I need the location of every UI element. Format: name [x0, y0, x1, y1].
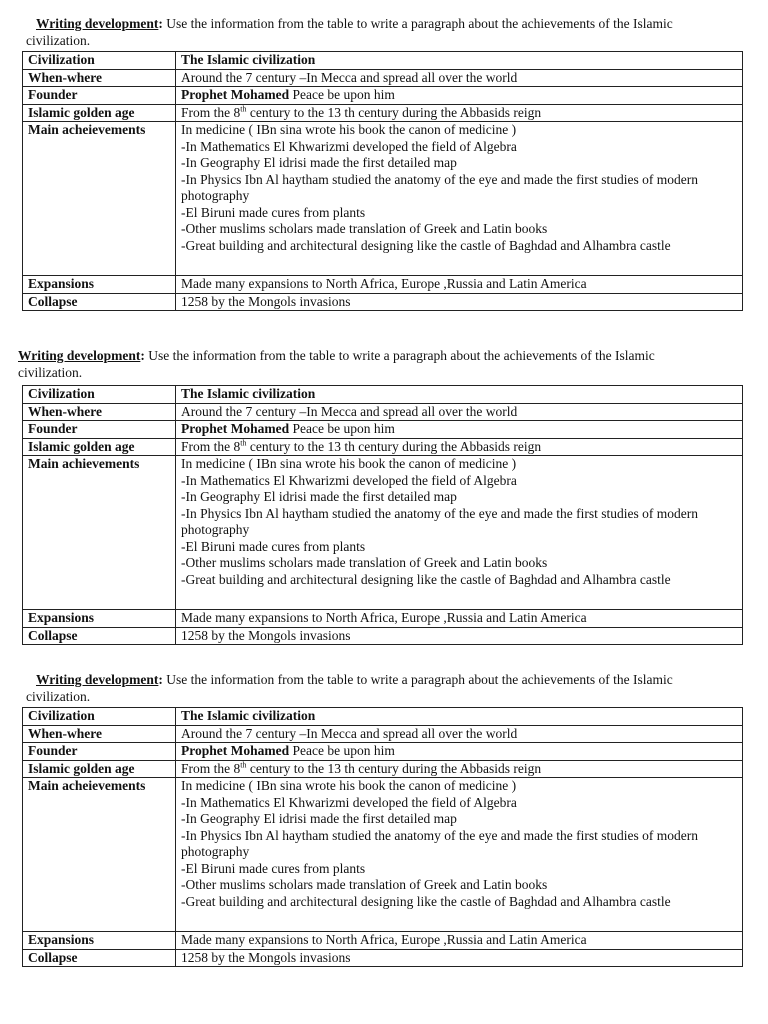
table-row — [23, 69, 743, 87]
table-row — [23, 708, 743, 726]
civilization-table — [22, 707, 743, 967]
label-main-achievements: Main acheievements — [23, 122, 176, 276]
founder-rest: Peace be upon him — [289, 87, 395, 102]
worksheet-section-1 — [0, 16, 768, 311]
achievement-item: -In Geography El idrisi made the first detailed map — [181, 811, 457, 826]
label-founder: Founder — [23, 743, 176, 761]
table-row — [23, 438, 743, 456]
value-civilization: The Islamic civilization — [176, 52, 743, 70]
table-row — [23, 104, 743, 122]
prompt-heading: Writing development — [36, 672, 159, 687]
value-achievements — [176, 778, 743, 932]
achievement-item: -Great building and architectural designing like the castle of Baghdad and Alhambra castle — [181, 571, 671, 587]
label-main-achievements: Main acheievements — [23, 778, 176, 932]
value-when-where: Around the 7 century –In Mecca and spread all over the world — [176, 725, 743, 743]
prompt-heading: Writing development — [18, 348, 141, 363]
label-golden-age: Islamic golden age — [23, 104, 176, 122]
achievement-item: -In Physics Ibn Al haytham studied the anatomy of the eye and made the first studies of modern photography — [181, 171, 699, 203]
achievement-item: -Other muslims scholars made translation of Greek and Latin books — [181, 877, 548, 892]
prompt-text: Use the information from the table to write a paragraph about the achievements of the Islamic civilization. — [18, 348, 655, 380]
label-golden-age: Islamic golden age — [23, 438, 176, 456]
value-founder — [176, 421, 743, 439]
achievement-item: -In Geography El idrisi made the first detailed map — [181, 155, 457, 170]
achievement-item: -El Biruni made cures from plants — [181, 538, 366, 554]
value-achievements — [176, 456, 743, 610]
prompt-heading: Writing development — [36, 16, 159, 31]
label-when-where: When-where — [23, 69, 176, 87]
table-row — [23, 949, 743, 967]
table-row — [23, 403, 743, 421]
value-civilization: The Islamic civilization — [176, 708, 743, 726]
table-row — [23, 52, 743, 70]
achievement-item: -In Physics Ibn Al haytham studied the anatomy of the eye and made the first studies of modern photography — [181, 827, 699, 859]
founder-name: Prophet Mohamed — [181, 421, 290, 436]
label-collapse: Collapse — [23, 949, 176, 967]
label-golden-age: Islamic golden age — [23, 760, 176, 778]
label-expansions: Expansions — [23, 610, 176, 628]
label-founder: Founder — [23, 87, 176, 105]
table-row — [23, 778, 743, 932]
table-row — [23, 386, 743, 404]
achievement-item: -In Mathematics El Khwarizmi developed the field of Algebra — [181, 794, 517, 810]
worksheet-section-3 — [0, 672, 768, 967]
achievement-item: -In Mathematics El Khwarizmi developed the field of Algebra — [181, 472, 517, 488]
table-row — [23, 743, 743, 761]
table-row — [23, 725, 743, 743]
writing-prompt: Writing development: Use the information from the table to write a paragraph about the achievements of the Islamic civilization. — [18, 348, 655, 380]
achievement-item: -In Mathematics El Khwarizmi developed the field of Algebra — [181, 138, 517, 154]
founder-name: Prophet Mohamed — [181, 87, 290, 102]
achievement-item: In medicine ( IBn sina wrote his book the canon of medicine ) — [181, 778, 517, 793]
writing-prompt: Writing development: Use the information from the table to write a paragraph about the achievements of the Islamic civilization. — [26, 672, 673, 704]
table-row — [23, 456, 743, 610]
table-row — [23, 293, 743, 311]
label-founder: Founder — [23, 421, 176, 439]
label-expansions: Expansions — [23, 932, 176, 950]
value-expansions: Made many expansions to North Africa, Europe ,Russia and Latin America — [176, 932, 743, 950]
prompt-text: Use the information from the table to write a paragraph about the achievements of the Islamic civilization. — [26, 672, 673, 704]
value-expansions: Made many expansions to North Africa, Europe ,Russia and Latin America — [176, 610, 743, 628]
civilization-table — [22, 385, 743, 645]
label-collapse: Collapse — [23, 627, 176, 645]
value-golden-age: From the 8th century to the 13 th century during the Abbasids reign — [176, 760, 743, 778]
label-collapse: Collapse — [23, 293, 176, 311]
achievement-item: -Great building and architectural designing like the castle of Baghdad and Alhambra castle — [181, 237, 671, 253]
label-civilization: Civilization — [23, 386, 176, 404]
label-civilization: Civilization — [23, 52, 176, 70]
label-civilization: Civilization — [23, 708, 176, 726]
value-collapse: 1258 by the Mongols invasions — [176, 949, 743, 967]
achievement-item: -In Geography El idrisi made the first detailed map — [181, 489, 457, 504]
value-when-where: Around the 7 century –In Mecca and spread all over the world — [176, 69, 743, 87]
value-achievements — [176, 122, 743, 276]
table-row — [23, 610, 743, 628]
table-row — [23, 421, 743, 439]
value-golden-age: From the 8th century to the 13 th century during the Abbasids reign — [176, 104, 743, 122]
writing-prompt: Writing development: Use the information from the table to write a paragraph about the achievements of the Islamic civilization. — [26, 16, 673, 48]
value-collapse: 1258 by the Mongols invasions — [176, 627, 743, 645]
achievement-item: -In Physics Ibn Al haytham studied the anatomy of the eye and made the first studies of modern photography — [181, 505, 699, 537]
value-when-where: Around the 7 century –In Mecca and spread all over the world — [176, 403, 743, 421]
founder-rest: Peace be upon him — [289, 421, 395, 436]
value-golden-age: From the 8th century to the 13 th century during the Abbasids reign — [176, 438, 743, 456]
table-row — [23, 276, 743, 294]
label-main-achievements: Main achievements — [23, 456, 176, 610]
achievement-item: -Other muslims scholars made translation of Greek and Latin books — [181, 555, 548, 570]
value-founder — [176, 87, 743, 105]
value-expansions: Made many expansions to North Africa, Europe ,Russia and Latin America — [176, 276, 743, 294]
achievement-item: In medicine ( IBn sina wrote his book the canon of medicine ) — [181, 122, 517, 137]
founder-rest: Peace be upon him — [289, 743, 395, 758]
table-row — [23, 627, 743, 645]
value-civilization: The Islamic civilization — [176, 386, 743, 404]
founder-name: Prophet Mohamed — [181, 743, 290, 758]
achievement-item: -El Biruni made cures from plants — [181, 860, 366, 876]
value-collapse: 1258 by the Mongols invasions — [176, 293, 743, 311]
label-when-where: When-where — [23, 403, 176, 421]
achievement-item: -Other muslims scholars made translation of Greek and Latin books — [181, 221, 548, 236]
achievement-item: -El Biruni made cures from plants — [181, 204, 366, 220]
table-row — [23, 122, 743, 276]
table-row — [23, 87, 743, 105]
label-expansions: Expansions — [23, 276, 176, 294]
label-when-where: When-where — [23, 725, 176, 743]
table-row — [23, 760, 743, 778]
achievement-item: -Great building and architectural designing like the castle of Baghdad and Alhambra castle — [181, 893, 671, 909]
achievement-item: In medicine ( IBn sina wrote his book the canon of medicine ) — [181, 456, 517, 471]
value-founder — [176, 743, 743, 761]
civilization-table — [22, 51, 743, 311]
worksheet-section-2 — [0, 348, 768, 645]
table-row — [23, 932, 743, 950]
prompt-text: Use the information from the table to write a paragraph about the achievements of the Islamic civilization. — [26, 16, 673, 48]
